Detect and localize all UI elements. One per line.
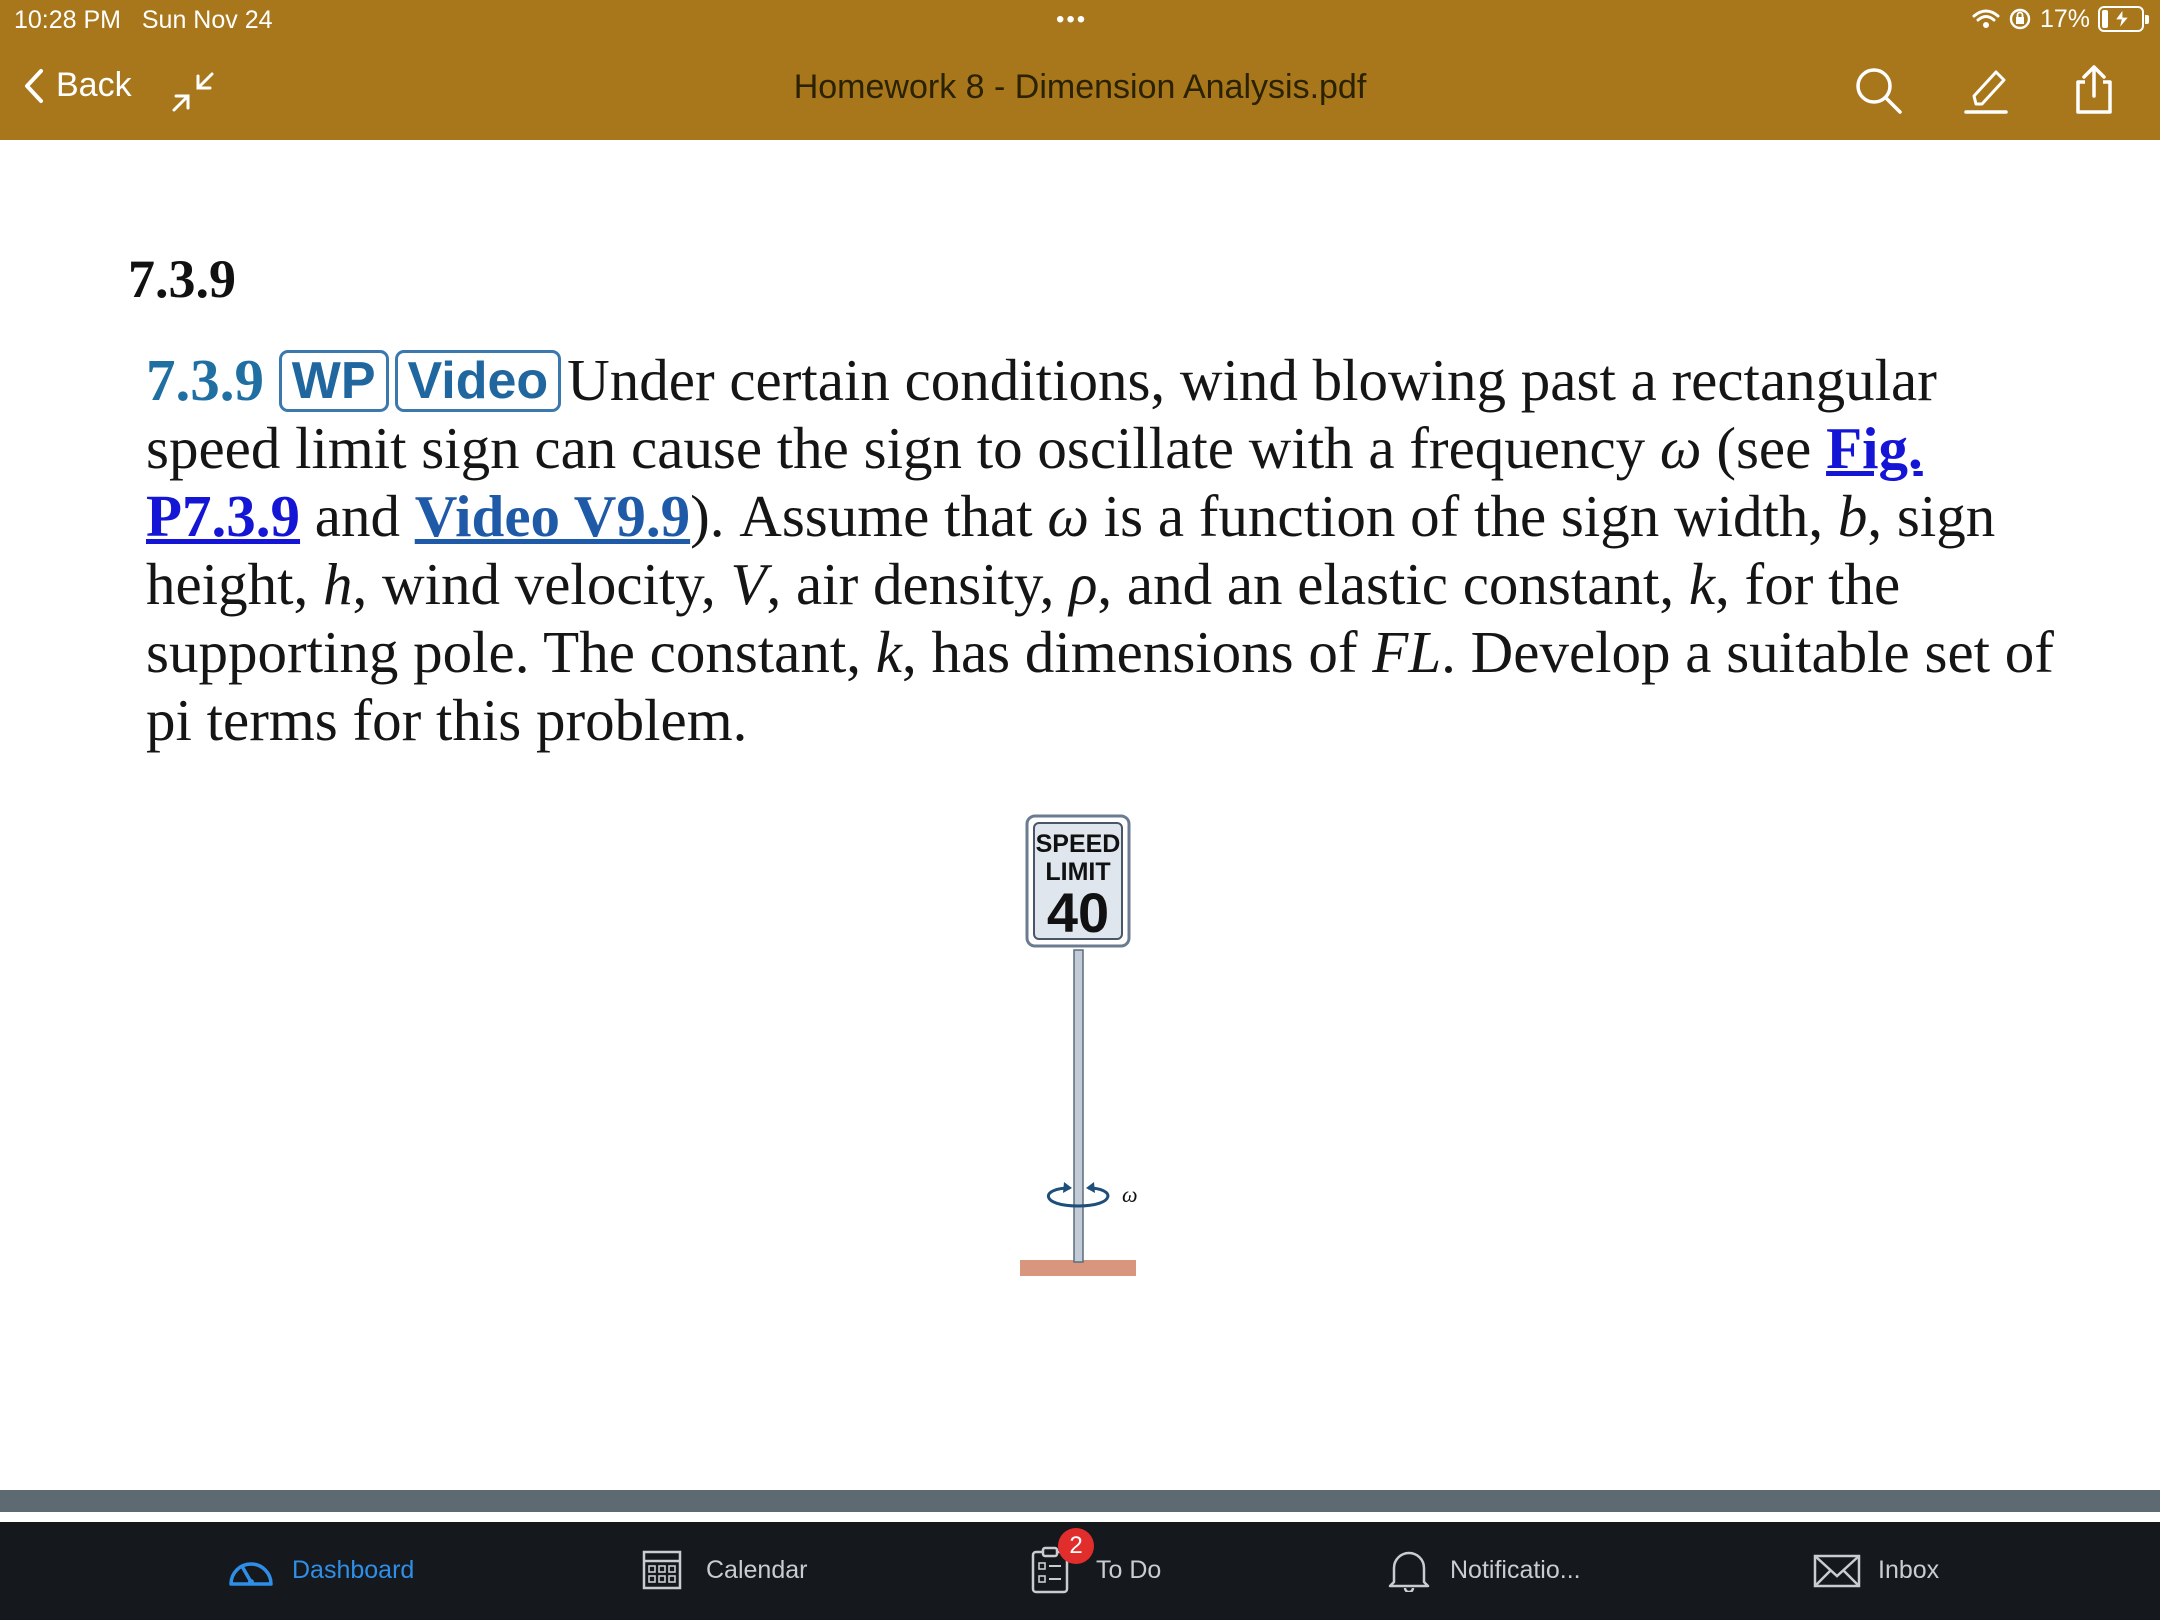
problem-text: , wind velocity, (352, 551, 731, 617)
sign-line1: SPEED (1035, 830, 1121, 858)
inbox-icon (1812, 1548, 1862, 1592)
var-fl: FL (1372, 619, 1442, 685)
dashboard-icon (226, 1548, 276, 1592)
speed-limit-sign-figure (1010, 814, 1160, 1294)
todo-badge: 2 (1058, 1528, 1094, 1564)
problem-text: , air density, (766, 551, 1070, 617)
document-title: Homework 8 - Dimension Analysis.pdf (793, 68, 1367, 106)
problem-statement (146, 346, 2066, 754)
status-indicators (1972, 4, 2144, 34)
status-date: Sun Nov 24 (141, 6, 273, 34)
battery-level (2102, 10, 2108, 28)
tab-label: Dashboard (292, 1555, 415, 1584)
status-time: 10:28 PM Sun Nov 24 (14, 6, 273, 34)
collapse-icon[interactable] (170, 70, 216, 114)
back-label: Back (56, 66, 132, 104)
toolbar-divider (0, 1490, 2160, 1512)
top-bar (0, 0, 2160, 140)
calendar-icon (640, 1548, 690, 1592)
var-b: b (1837, 483, 1868, 549)
problem-text: . Develop a suitable set of pi terms for this problem. (146, 619, 2054, 753)
problem-id: 7.3.9 (146, 347, 264, 413)
problem-text: , sign height, (146, 483, 1996, 617)
tab-label: Notificatio... (1450, 1555, 1581, 1584)
var-h: h (322, 551, 353, 617)
omega-label: ω (1122, 1182, 1138, 1207)
var-omega: ω (1659, 415, 1702, 481)
tab-label: Inbox (1878, 1555, 1940, 1584)
var-k: k (1688, 551, 1716, 617)
section-number: 7.3.9 (128, 249, 236, 309)
tab-label: To Do (1096, 1555, 1162, 1584)
battery-icon (2098, 6, 2144, 32)
wifi-icon (1972, 8, 2000, 30)
tab-to-do[interactable] (1030, 1532, 1162, 1592)
pen-icon[interactable] (1962, 64, 2014, 116)
tab-calendar[interactable] (640, 1548, 807, 1592)
sign-pole (1074, 950, 1083, 1262)
problem-text: and (300, 483, 415, 549)
back-button[interactable] (22, 66, 132, 105)
problem-text: is a function of the sign width, (1089, 483, 1838, 549)
tab-notifications[interactable] (1384, 1548, 1581, 1592)
var-v: V (730, 551, 767, 617)
tab-dashboard[interactable] (226, 1548, 414, 1592)
bottom-tab-bar (0, 1522, 2160, 1620)
pdf-page[interactable] (0, 140, 2160, 1490)
video-link[interactable]: Video V9.9 (414, 483, 691, 549)
problem-text: , has dimensions of (901, 619, 1373, 685)
wp-badge[interactable]: WP (279, 350, 389, 412)
problem-text: Under certain conditions, wind blowing past a rectangular speed limit sign can cause the sign to oscillate with a frequency (146, 347, 1937, 481)
tab-label: Calendar (706, 1555, 808, 1584)
orientation-lock-icon (2008, 7, 2032, 31)
problem-text: , for the supporting pole. The constant, (146, 551, 1901, 685)
figure-link[interactable]: Fig. P7.3.9 (146, 415, 1923, 549)
var-k: k (875, 619, 902, 685)
charging-bolt-icon (2113, 9, 2131, 29)
var-rho: ρ (1069, 551, 1098, 617)
chevron-left-icon (22, 68, 46, 104)
video-badge[interactable]: Video (395, 350, 562, 412)
sign-line2: LIMIT (1045, 858, 1111, 886)
bell-icon (1384, 1548, 1434, 1592)
sign-number: 40 (1046, 881, 1110, 944)
problem-text: , and an elastic constant, (1097, 551, 1689, 617)
multitasking-dots[interactable]: ••• (1056, 6, 1088, 33)
todo-icon (1030, 1532, 1083, 1592)
share-icon[interactable] (2068, 64, 2120, 116)
battery-percent: 17% (2039, 5, 2090, 33)
search-icon[interactable] (1852, 64, 1904, 116)
problem-text: ). Assume that (690, 483, 1048, 549)
problem-text: (see (1701, 415, 1827, 481)
var-omega: ω (1047, 483, 1089, 549)
tab-inbox[interactable] (1812, 1548, 1939, 1592)
